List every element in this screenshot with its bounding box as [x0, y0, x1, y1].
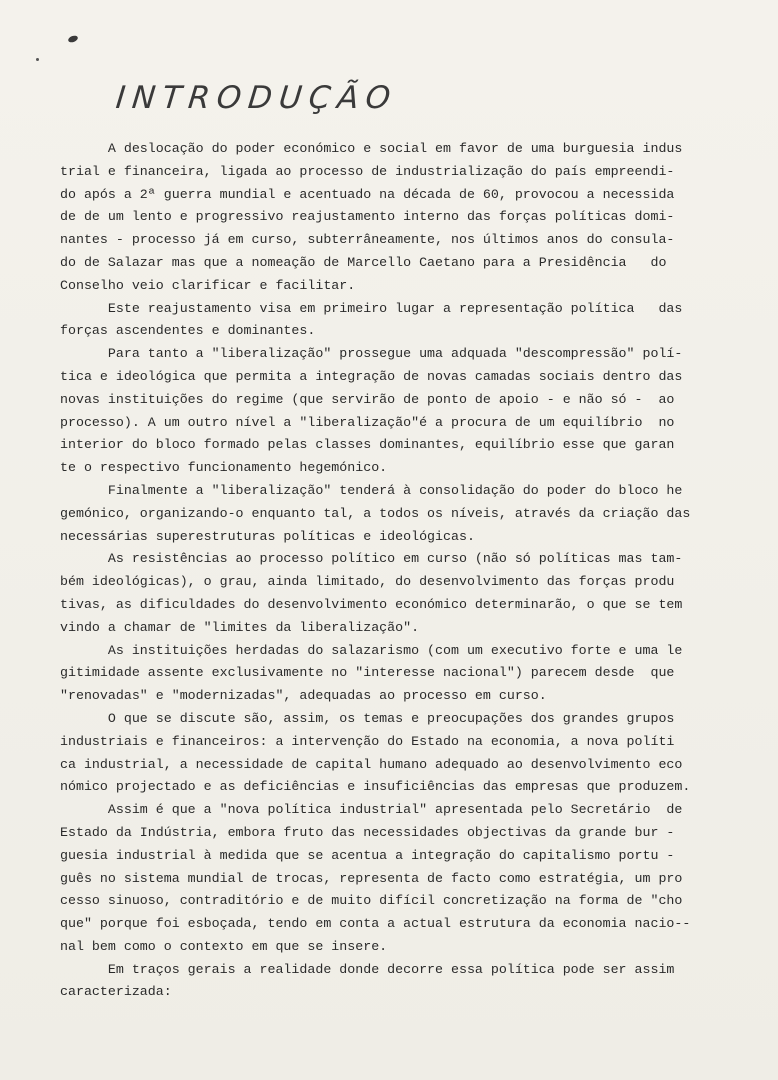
text-line: tivas, as dificuldades do desenvolvimento económico determinarão, o que se tem: [60, 596, 683, 612]
text-line: Este reajustamento visa em primeiro lugar a representação política das: [60, 300, 683, 316]
text-line: do de Salazar mas que a nomeação de Marcello Caetano para a Presidência do: [60, 254, 667, 270]
text-line: Assim é que a "nova política industrial" apresentada pelo Secretário de: [60, 802, 683, 818]
text-line: O que se discute são, assim, os temas e preocupações dos grandes grupos: [60, 710, 675, 726]
body-text: [60, 138, 740, 1004]
text-line: forças ascendentes e dominantes.: [60, 323, 316, 339]
text-line: cesso sinuoso, contraditório e de muito difícil concretização na forma de "cho: [60, 893, 683, 909]
text-line: ca industrial, a necessidade de capital humano adequado ao desenvolvimento eco: [60, 756, 683, 772]
text-line: Para tanto a "liberalização" prossegue uma adquada "descompressão" polí-: [60, 346, 683, 362]
ink-dot: [36, 58, 39, 61]
ink-mark: [67, 34, 78, 43]
text-line: trial e financeira, ligada ao processo de industrialização do país empreendi-: [60, 163, 675, 179]
text-line: Conselho veio clarificar e facilitar.: [60, 277, 356, 293]
text-line: Em traços gerais a realidade donde decorre essa política pode ser assim: [60, 961, 675, 977]
text-line: do após a 2ª guerra mundial e acentuado na década de 60, provocou a necessida: [60, 186, 675, 202]
text-line: nal bem como o contexto em que se insere.: [60, 938, 388, 954]
text-line: guês no sistema mundial de trocas, representa de facto como estratégia, um pro: [60, 870, 683, 886]
text-line: Finalmente a "liberalização" tenderá à consolidação do poder do bloco he: [60, 482, 683, 498]
text-line: nómico projectado e as deficiências e insuficiências das empresas que produzem.: [60, 779, 691, 795]
text-line: gemónico, organizando-o enquanto tal, a todos os níveis, através da criação das: [60, 505, 691, 521]
text-line: necessárias superestruturas políticas e ideológicas.: [60, 528, 475, 544]
text-line: As resistências ao processo político em curso (não só políticas mas tam-: [60, 551, 683, 567]
text-line: industriais e financeiros: a intervenção do Estado na economia, a nova políti: [60, 733, 675, 749]
page-title: INTRODUÇÃO: [114, 80, 399, 116]
text-line: guesia industrial à medida que se acentua a integração do capitalismo portu -: [60, 847, 675, 863]
text-line: Estado da Indústria, embora fruto das necessidades objectivas da grande bur -: [60, 824, 675, 840]
text-line: novas instituições do regime (que servirão de ponto de apoio - e não só - ao: [60, 391, 675, 407]
text-line: "renovadas" e "modernizadas", adequadas ao processo em curso.: [60, 688, 547, 704]
text-line: bém ideológicas), o grau, ainda limitado, do desenvolvimento das forças produ: [60, 574, 675, 590]
text-line: tica e ideológica que permita a integração de novas camadas sociais dentro das: [60, 368, 683, 384]
text-line: te o respectivo funcionamento hegemónico.: [60, 460, 388, 476]
text-line: de de um lento e progressivo reajustamento interno das forças políticas domi-: [60, 209, 675, 225]
text-line: gitimidade assente exclusivamente no "interesse nacional") parecem desde que: [60, 665, 675, 681]
text-line: A deslocação do poder económico e social em favor de uma burguesia indus: [60, 141, 683, 156]
text-line: As instituições herdadas do salazarismo (com um executivo forte e uma le: [60, 642, 683, 658]
text-line: caracterizada:: [60, 984, 172, 1000]
text-line: processo). A um outro nível a "liberalização"é a procura de um equilíbrio no: [60, 414, 675, 430]
text-line: interior do bloco formado pelas classes dominantes, equilíbrio esse que garan: [60, 437, 675, 453]
text-line: vindo a chamar de "limites da liberalização".: [60, 619, 420, 635]
text-line: nantes - processo já em curso, subterrâneamente, nos últimos anos do consula-: [60, 232, 675, 248]
text-line: que" porque foi esboçada, tendo em conta a actual estrutura da economia nacio--: [60, 916, 691, 932]
